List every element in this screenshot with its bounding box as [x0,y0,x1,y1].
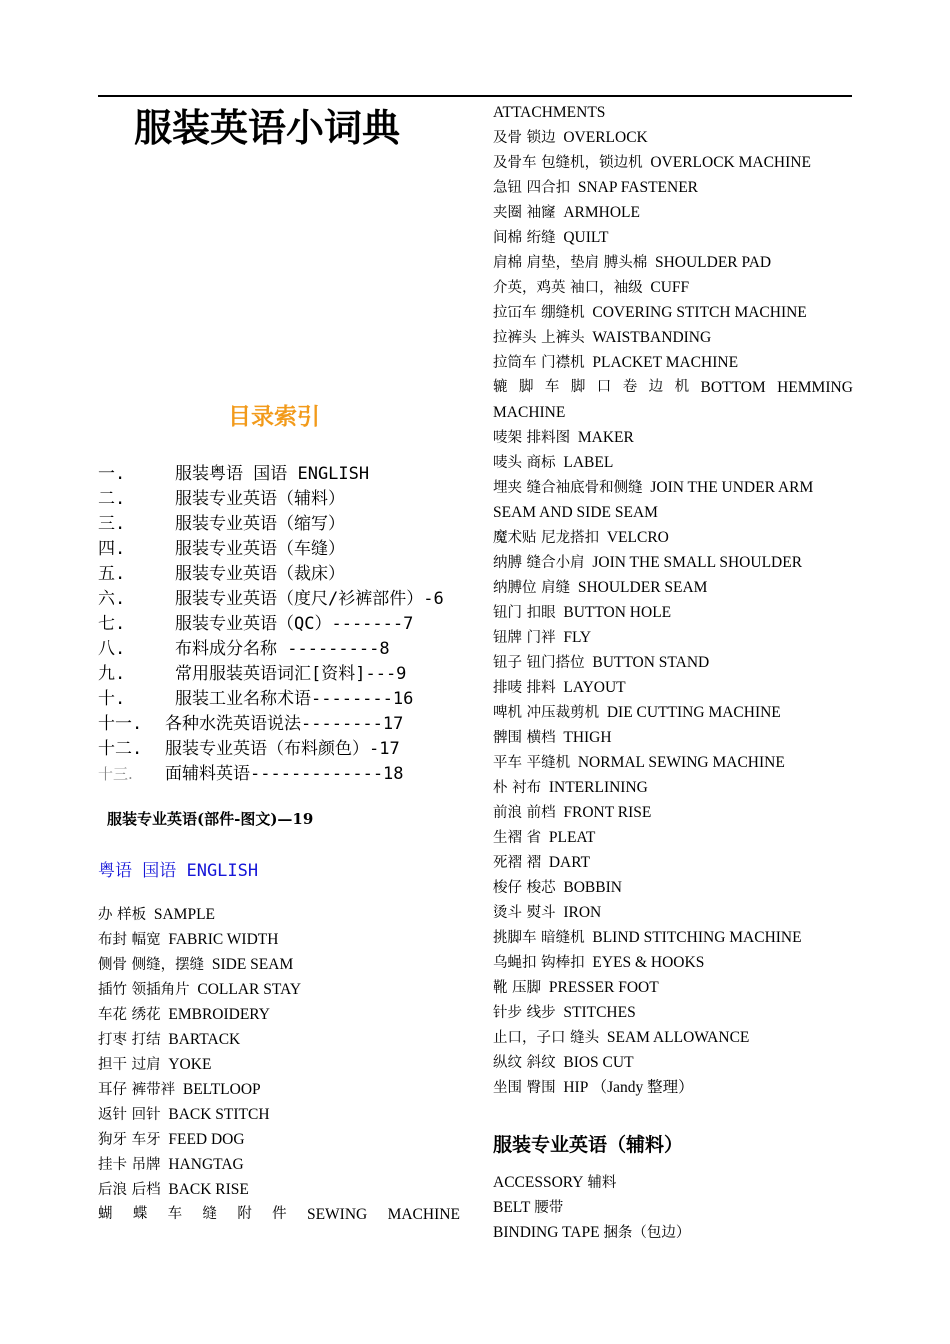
term-chinese: 肩棉 肩垫，垫肩 膊头棉 [493,255,648,271]
toc-number: 三. [98,514,126,534]
glossary-entry [98,902,460,927]
term-chinese: 髀围 横档 [493,730,556,746]
justified-word: 车 [167,1206,183,1222]
glossary-entry [493,1075,853,1100]
glossary-entry [493,925,853,950]
term-chinese: 夹圈 袖窿 [493,205,556,221]
term-chinese: 急钮 四合扣 [493,180,571,196]
glossary-entry [493,325,853,350]
glossary-entry [493,850,853,875]
term-chinese: 腰带 [534,1200,564,1216]
glossary-entry [493,425,853,450]
toc-number: 七. [98,614,126,634]
term-chinese: 捆条（包边） [603,1225,691,1241]
toc-label: 服装专业英语（车缝） [175,539,345,559]
term-english: EYES & HOOKS [592,954,705,971]
glossary-entry [493,150,853,175]
toc-item [98,462,478,487]
term-english: HIP （Jandy 整理） [563,1079,694,1096]
toc-number: 六. [98,589,126,609]
term-chinese: 钮牌 门袢 [493,630,556,646]
term-chinese: 梭仔 梭芯 [493,880,556,896]
toc-number: 十一. [98,714,143,734]
toc-label: 服装专业英语（裁床） [175,564,345,584]
glossary-entry [493,200,853,225]
term-english: STITCHES [563,1004,636,1021]
toc-item [98,587,478,612]
term-english: SHOULDER SEAM [577,579,708,596]
glossary-entry [493,875,853,900]
toc-item [98,637,478,662]
justified-word: 脚 [570,379,586,395]
glossary-entry [98,1127,460,1152]
term-chinese: 挂卡 吊牌 [98,1157,161,1173]
toc-item [98,712,478,737]
term-english: YOKE [168,1056,212,1073]
table-of-contents [98,462,478,787]
term-chinese: 及骨车 包缝机，锁边机 [493,155,643,171]
glossary-entry [493,550,853,575]
term-english: QUILT [563,229,609,246]
term-english: COVERING STITCH MACHINE [592,304,807,321]
document-title: 服装英语小词典 [134,105,401,150]
term-chinese: 介英，鸡英 袖口，袖级 [493,280,643,296]
term-chinese: 生褶 省 [493,830,542,846]
term-english: BARTACK [168,1031,241,1048]
term-english: SEAM ALLOWANCE [606,1029,750,1046]
term-english: BACK RISE [168,1181,249,1198]
term-english: BELTLOOP [182,1081,261,1098]
term-english: WAISTBANDING [592,329,712,346]
term-english: OVERLOCK MACHINE [650,154,811,171]
justified-word: 蝴 [98,1206,113,1222]
glossary-entry [493,175,853,200]
term-chinese: 侧骨 侧缝，摆缝 [98,957,205,973]
toc-number: 十二. [98,739,143,759]
justified-word: 边 [648,379,664,395]
term-chinese: 纳膊位 肩缝 [493,580,571,596]
term-english: DART [548,854,591,871]
term-english: FABRIC WIDTH [168,931,279,948]
justified-word: 卷 [622,379,638,395]
toc-label: 服装工业名称术语--------16 [175,689,414,709]
justified-word: 缝 [202,1206,217,1222]
toc-item [98,562,478,587]
term-chinese: 后浪 后档 [98,1182,161,1198]
term-english: IRON [563,904,602,921]
glossary-entry [493,300,853,325]
term-chinese: 钮子 钮门搭位 [493,655,585,671]
term-english: INTERLINING [548,779,648,796]
section-title-cantonese: 粤语 国语 ENGLISH [98,861,259,881]
toc-item [98,512,478,537]
term-english: BINDING TAPE [493,1224,600,1241]
term-chinese: 纵纹 斜纹 [493,1055,556,1071]
term-english: BELT [493,1199,531,1216]
glossary-entry [98,1077,460,1102]
glossary-entry-wrapped: 埋夹 缝合袖底骨和侧缝 JOIN THE UNDER ARM [493,479,814,496]
term-chinese: 魔术贴 尼龙搭扣 [493,530,600,546]
toc-heading: 目录索引 [228,404,320,430]
justified-word: 蝶 [132,1206,148,1222]
term-english: PLEAT [548,829,596,846]
term-english: BACK STITCH [168,1106,270,1123]
toc-item [98,487,478,512]
term-chinese: 靴 压脚 [493,980,542,996]
justified-word: 附 [237,1206,252,1222]
term-chinese: 前浪 前档 [493,805,556,821]
glossary-entry [98,1152,460,1177]
glossary-entry [493,725,853,750]
term-chinese: 拉筒车 门襟机 [493,355,585,371]
glossary-entry-wrapped [493,375,853,400]
term-english: COLLAR STAY [197,981,302,998]
term-chinese: 啤机 冲压裁剪机 [493,705,600,721]
toc-item [98,662,478,687]
justified-word: MACHINE [387,1206,460,1223]
glossary-entry [493,250,853,275]
justified-word: 车 [544,379,560,395]
term-english: OVERLOCK [563,129,648,146]
glossary-entry-wrapped [98,1202,460,1227]
glossary-entry [98,1002,460,1027]
glossary-entry [493,700,853,725]
term-chinese: 狗牙 车牙 [98,1132,161,1148]
glossary-entry [493,575,853,600]
term-chinese: 针步 线步 [493,1005,556,1021]
term-chinese: 间棉 绗缝 [493,230,556,246]
justified-word: 脚 [518,379,534,395]
glossary-entry [98,1052,460,1077]
toc-label: 常用服装英语词汇[资料]---9 [175,664,407,684]
term-chinese: 打枣 打结 [98,1032,161,1048]
glossary-entry [493,600,853,625]
glossary-entry [98,1102,460,1127]
term-english: EMBROIDERY [168,1006,270,1023]
term-chinese: 死褶 褶 [493,855,542,871]
term-chinese: 返针 回针 [98,1107,161,1123]
term-english: BLIND STITCHING MACHINE [592,929,802,946]
term-chinese: 及骨 锁边 [493,130,556,146]
term-chinese: 唛架 排料图 [493,430,571,446]
glossary-entry [98,1027,460,1052]
toc-number: 一. [98,464,126,484]
glossary-entry [98,927,460,952]
term-chinese: 拉冚车 绷缝机 [493,305,585,321]
justified-word: 件 [272,1206,287,1222]
glossary-entry [493,450,853,475]
glossary-entry [493,1170,853,1195]
term-chinese: 排唛 排料 [493,680,556,696]
toc-number: 二. [98,489,126,509]
justified-word: 机 [674,379,690,395]
glossary-entry [493,275,853,300]
toc-item [98,537,478,562]
toc-label: 服装专业英语（缩写） [175,514,345,534]
term-english: BUTTON STAND [592,654,710,671]
term-english: MAKER [577,429,634,446]
term-english: FLY [563,629,592,646]
glossary-entry [98,952,460,977]
justified-word: 辘 [493,379,508,395]
glossary-entry [493,1000,853,1025]
term-chinese: 拉裤头 上裤头 [493,330,585,346]
term-chinese: 纳膊 缝合小肩 [493,555,585,571]
toc-label: 服装专业英语（布料颜色）-17 [165,739,400,759]
right-column [493,100,853,1245]
term-english: PLACKET MACHINE [592,354,739,371]
term-chinese: 朴 衬布 [493,780,542,796]
sub-reference: 服装专业英语(部件-图文)—19 [107,810,314,828]
term-english: LABEL [563,454,614,471]
toc-item [98,737,478,762]
glossary-entry [493,825,853,850]
term-english: ACCESSORY [493,1174,584,1191]
term-english: HANGTAG [168,1156,244,1173]
toc-label: 布料成分名称 ---------8 [175,639,390,659]
term-chinese: 车花 绣花 [98,1007,161,1023]
toc-number: 八. [98,639,126,659]
glossary-entry [493,525,853,550]
glossary-entry [493,1025,853,1050]
toc-number: 四. [98,539,126,559]
glossary-entry [493,675,853,700]
glossary-entry [98,1177,460,1202]
term-english: BUTTON HOLE [563,604,672,621]
toc-item [98,687,478,712]
term-english: FRONT RISE [563,804,652,821]
term-english: FEED DOG [168,1131,245,1148]
glossary-entry [493,650,853,675]
glossary-continuation: SEAM AND SIDE SEAM [493,504,658,521]
toc-label: 服装专业英语（QC）-------7 [175,614,414,634]
toc-label: 各种水洗英语说法--------17 [165,714,404,734]
glossary-entry [493,800,853,825]
term-english: BIOS CUT [563,1054,634,1071]
toc-number: 九. [98,664,126,684]
term-chinese: 平车 平缝机 [493,755,571,771]
term-english: LAYOUT [563,679,626,696]
toc-item [98,762,478,787]
toc-label: 服装粤语 国语 ENGLISH [175,464,370,484]
term-chinese: 耳仔 裤带袢 [98,1082,176,1098]
term-chinese: 担干 过肩 [98,1057,161,1073]
term-chinese: 止口，子口 缝头 [493,1030,600,1046]
justified-word: SEWING [306,1206,368,1223]
term-chinese: 挑脚车 暗缝机 [493,930,585,946]
glossary-continuation: MACHINE [493,404,566,421]
term-english: BOBBIN [563,879,622,896]
term-chinese: 唛头 商标 [493,455,556,471]
glossary-entry [493,1050,853,1075]
glossary-entry [493,775,853,800]
term-english: SIDE SEAM [211,956,294,973]
toc-number: 十三. [98,765,133,783]
glossary-entry [493,975,853,1000]
term-chinese: 乌蝇扣 钩棒扣 [493,955,585,971]
toc-label: 服装专业英语（度尺/衫裤部件）-6 [175,589,444,609]
justified-word: HEMMING [777,379,853,396]
term-english: NORMAL SEWING MACHINE [577,754,785,771]
toc-number: 五. [98,564,126,584]
section-title-accessories: 服装专业英语（辅料） [493,1134,684,1156]
glossary-entry [493,900,853,925]
term-english: THIGH [563,729,612,746]
term-english: SNAP FASTENER [577,179,699,196]
justified-word: 口 [596,379,612,395]
glossary-entry [493,1220,853,1245]
glossary-entry [493,350,853,375]
glossary-entry [493,950,853,975]
term-english: JOIN THE SMALL SHOULDER [592,554,803,571]
justified-word: BOTTOM [700,379,766,396]
glossary-entry [493,1195,853,1220]
term-english: CUFF [650,279,690,296]
term-chinese: 烫斗 熨斗 [493,905,556,921]
term-english: VELCRO [606,529,669,546]
top-rule [98,95,852,97]
term-chinese: 辅料 [587,1175,617,1191]
toc-label: 面辅料英语-------------18 [165,764,404,784]
glossary-continuation: ATTACHMENTS [493,104,606,121]
glossary-entry [98,977,460,1002]
term-chinese: 坐围 臀围 [493,1080,556,1096]
glossary-entry [493,225,853,250]
term-english: ARMHOLE [563,204,640,221]
term-chinese: 布封 幅宽 [98,932,161,948]
term-chinese: 钮门 扣眼 [493,605,556,621]
term-chinese: 插竹 领插角片 [98,982,190,998]
glossary-entry [493,625,853,650]
term-english: SHOULDER PAD [654,254,772,271]
term-english: DIE CUTTING MACHINE [606,704,781,721]
glossary-entry [493,750,853,775]
term-english: PRESSER FOOT [548,979,659,996]
toc-number: 十. [98,689,126,709]
term-chinese: 办 样板 [98,907,147,923]
term-english: SAMPLE [153,906,216,923]
toc-item [98,612,478,637]
glossary-left [98,902,460,1227]
toc-label: 服装专业英语（辅料） [175,489,345,509]
glossary-entry [493,125,853,150]
